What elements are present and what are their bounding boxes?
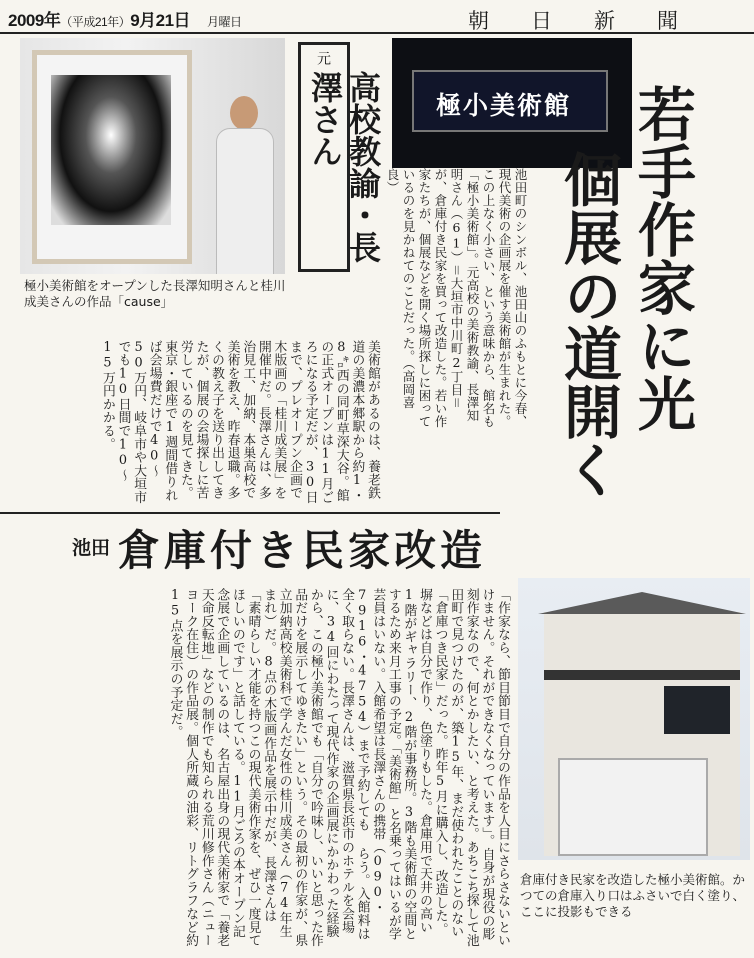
headline-2: 倉庫付き民家改造 xyxy=(118,526,487,575)
headline-line-1: 若手作家に光 xyxy=(628,84,696,432)
newspaper-name: 朝日新聞 xyxy=(468,9,720,33)
house-building xyxy=(544,612,740,856)
artwork-print xyxy=(51,75,171,225)
subheadline: 高校教諭・長澤さん xyxy=(306,71,382,263)
artwork-frame xyxy=(32,50,192,264)
sign-text: 極小美術館 xyxy=(436,91,572,120)
photo-artist-with-artwork xyxy=(20,38,285,274)
person-figure xyxy=(212,96,272,274)
headline-line-2: 個展の道開く xyxy=(554,150,622,498)
date-day: 9月21日 xyxy=(130,11,191,30)
location-label: 池田 xyxy=(72,537,111,559)
section-rule xyxy=(0,512,500,514)
article-body-1: 美術館があるのは、養老鉄道の美濃本郷駅から約1・8㌔西の同町草深大谷。館の正式オープンは11月ごろになる予定だが、30日まで、プレオープン企画で木版画の「桂川成美展」を開催中だ。長澤さんは、多治見工、加納、本巣高校で美術を教え、昨春退職。多くの教え子を送り出してきたが、個展の会場探しに苦労しているのを見てきた。東京・銀座で1週間借りれば会場費だけで40〜50万円、岐阜市や大垣市でも10日間で10〜15万円かかる。 xyxy=(99,340,380,504)
article-body-2: 「作家なら、節目節目で自分の作品を人目にさらさないといけません。それができなくなっています」。自身が現役の彫刻作家なので、何とかしたい、と考えた。あちこち探して池田町で見つけたのが、築15年、まだ使われたことのない「倉庫つき民家」だった。昨年5月に購入し、改造した。塀などは自分で作り、色塗りもした。倉庫用で天井の高い1階がギャラリー、2階が事務所。3階も美術館の空間とするため来月工事の予定。「美術館」と名乗ってはいるが学芸員はいない。入館希望は長澤さんの携帯（090・7916・4754）まで予約しても らう。入館料は全く取らない。長澤さんは、滋賀県長浜市のホテルを会場に、34回にわたって現代作家の企画展にかかわった経験から、この極小美術館でも「自分で吟味し、いいと思った作品だけを展示してゆきたい」という。その最初の作家が、県立加納高校美術科で学んだ女性の桂川成美さん（74年生まれ）だ。8点の木版画作品を展示中だが、長澤さんは「素晴らしい才能を持つこの現代美術作家を、ぜひ一度見てほしいのです」と話している。11月ごろの本オープン記念展で企画しているのは、名古屋出身の現代美術家で「養老天命反転地」などの制作でも知られる荒川修作さん（ニューヨーク在住）の作品展。個人所蔵の油彩、リトグラフなど約15点を展示の予定だ。 xyxy=(167,588,510,948)
sign-board xyxy=(412,70,608,132)
photo-museum-sign xyxy=(392,38,632,168)
subheadline-prefix: 元 xyxy=(315,51,331,65)
date-era: （平成21年） xyxy=(60,15,131,29)
subheadline-box xyxy=(298,42,382,272)
photo2-caption: 倉庫付き民家を改造した極小美術館。かつての倉庫入り口はふさいで白く塗り、ここに投影もできる xyxy=(520,872,746,919)
date-year: 2009年 xyxy=(8,11,61,30)
issue-date xyxy=(8,6,241,31)
photo-converted-house xyxy=(518,578,750,860)
photo1-caption: 極小美術館をオープンした長澤知明さんと桂川成美さんの作品「cause」 xyxy=(24,278,286,309)
lead-paragraph: 池田町のシンボル、池田山のふもとに今春、現代美術の企画展を催す美術館が生まれた。この上なく小さい、という意味から、館名も「極小美術館」。元高校の美術教諭、長澤知明さん（61）＝大垣市中川町2丁目＝が、倉庫付き民家を買って改造した。若い作家たちが、個展などを開く場所探しに困っているのを見かねてのことだった。（高岡喜良） xyxy=(385,168,528,428)
weekday: 月曜日 xyxy=(206,15,242,29)
